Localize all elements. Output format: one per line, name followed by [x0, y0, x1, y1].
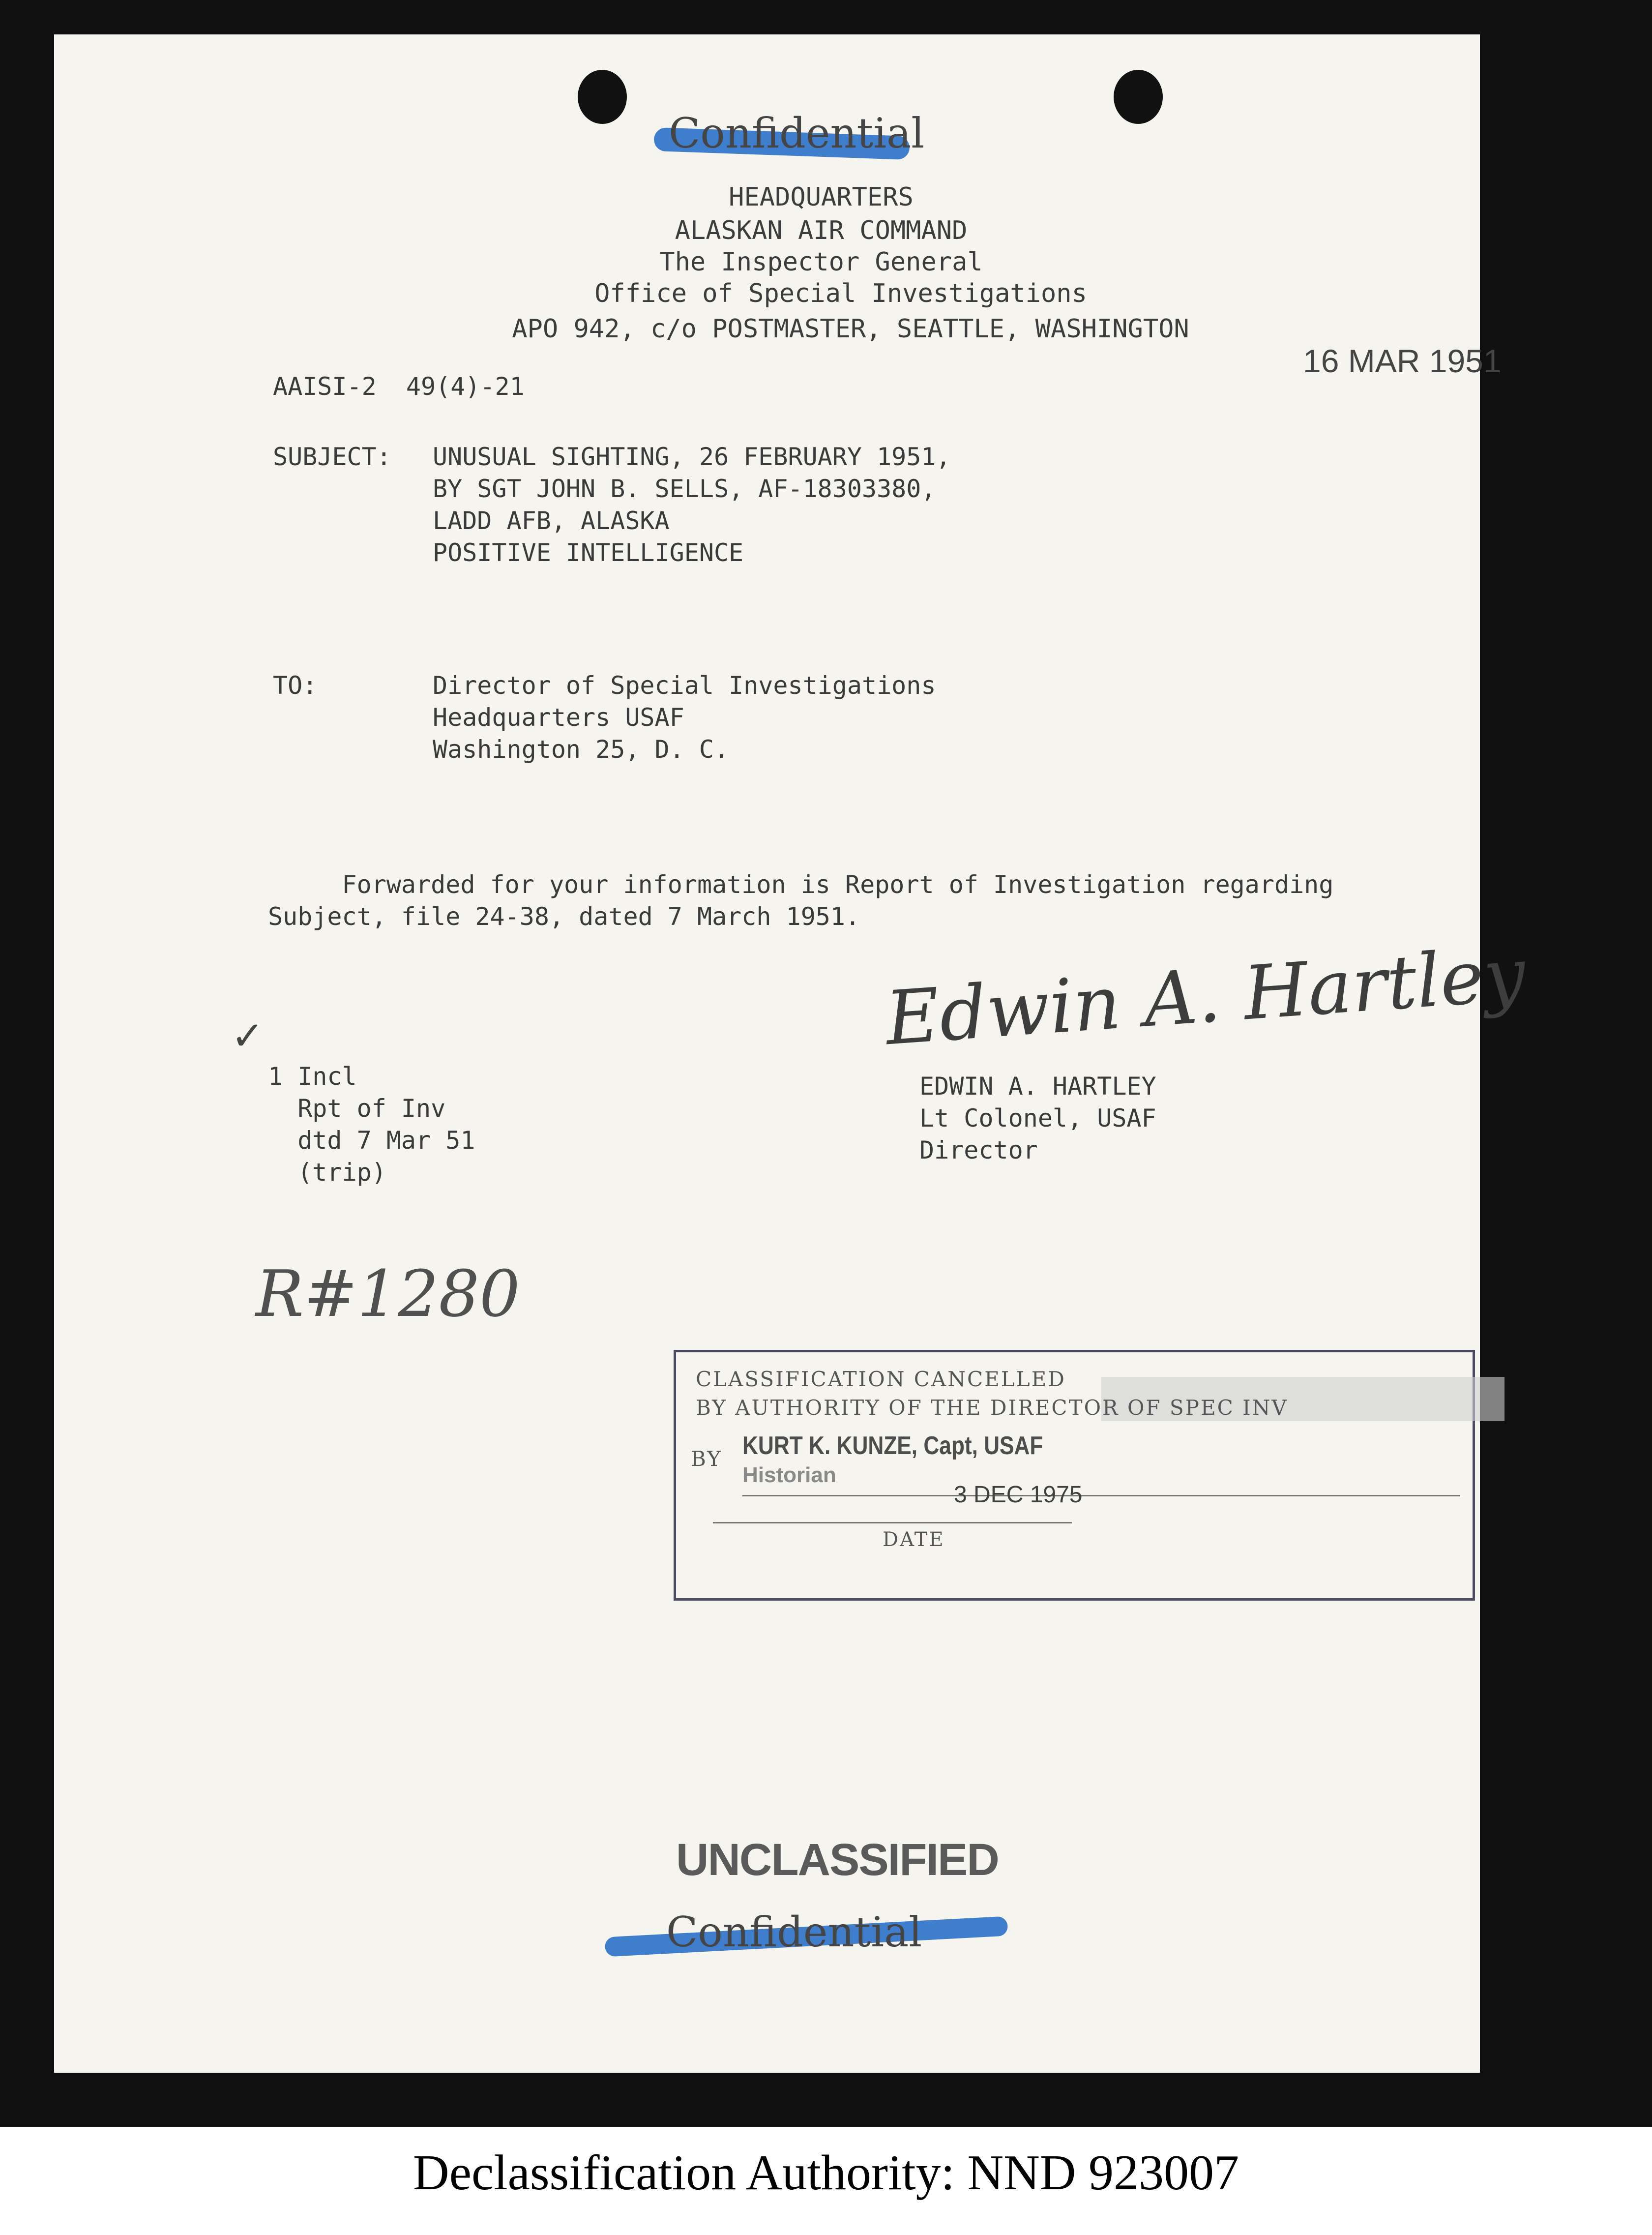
body-line-1: Forwarded for your information is Report of Investigation regarding [268, 870, 1334, 899]
date-stamp: 16 MAR 1951 [1303, 343, 1502, 379]
header-line-1: HEADQUARTERS [729, 182, 914, 212]
body-line-2: Subject, file 24-38, dated 7 March 1951. [268, 902, 860, 931]
subject-line-1: UNUSUAL SIGHTING, 26 FEBRUARY 1951, [433, 443, 951, 471]
to-label: TO: [273, 671, 318, 700]
enclosure-line-3: dtd 7 Mar 51 [268, 1126, 475, 1155]
header-line-4: Office of Special Investigations [594, 279, 1087, 308]
declass-authority-name: KURT K. KUNZE, Capt, USAF [742, 1431, 1043, 1460]
file-reference: AAISI-2 49(4)-21 [273, 372, 525, 401]
punch-hole-left [578, 70, 627, 124]
signature-name: EDWIN A. HARTLEY [919, 1072, 1156, 1101]
punch-hole-right [1114, 70, 1163, 124]
classification-unclassified: UNCLASSIFIED [676, 1835, 999, 1885]
declass-line-2: BY AUTHORITY OF THE DIRECTOR OF SPEC INV [696, 1396, 1288, 1420]
signature-title: Director [919, 1136, 1038, 1164]
to-line-1: Director of Special Investigations [433, 671, 936, 700]
enclosure-line-1: 1 Incl [268, 1062, 357, 1091]
enclosure-line-4: (trip) [268, 1158, 386, 1187]
to-line-3: Washington 25, D. C. [433, 735, 729, 764]
declass-authority-title: Historian [742, 1463, 836, 1487]
subject-line-4: POSITIVE INTELLIGENCE [433, 538, 744, 567]
enclosure-check-mark: ✓ [231, 1013, 265, 1059]
declass-line-1: CLASSIFICATION CANCELLED [696, 1367, 1066, 1391]
header-line-2: ALASKAN AIR COMMAND [675, 216, 968, 245]
subject-label: SUBJECT: [273, 443, 391, 471]
declass-by-label: BY [691, 1447, 722, 1471]
header-line-3: The Inspector General [659, 247, 983, 277]
header-line-5: APO 942, c/o POSTMASTER, SEATTLE, WASHINGTON [512, 314, 1189, 344]
subject-line-2: BY SGT JOHN B. SELLS, AF-18303380, [433, 475, 936, 503]
classification-bottom-confidential: Confidential [666, 1908, 922, 1956]
declass-date-value: 3 DEC 1975 [954, 1482, 1083, 1508]
declass-date-rule [713, 1522, 1072, 1523]
declass-by-rule [742, 1495, 1460, 1496]
enclosure-line-2: Rpt of Inv [268, 1094, 446, 1123]
declass-date-label: DATE [883, 1528, 945, 1551]
classification-top: Confidential [669, 109, 925, 157]
subject-line-3: LADD AFB, ALASKA [433, 507, 670, 535]
handwritten-signature: Edwin A. Hartley [883, 931, 1529, 1062]
declassification-footer: Declassification Authority: NND 923007 [413, 2145, 1239, 2201]
handwritten-record-number: R#1280 [256, 1256, 520, 1331]
to-line-2: Headquarters USAF [433, 703, 684, 732]
signature-rank: Lt Colonel, USAF [919, 1104, 1156, 1132]
